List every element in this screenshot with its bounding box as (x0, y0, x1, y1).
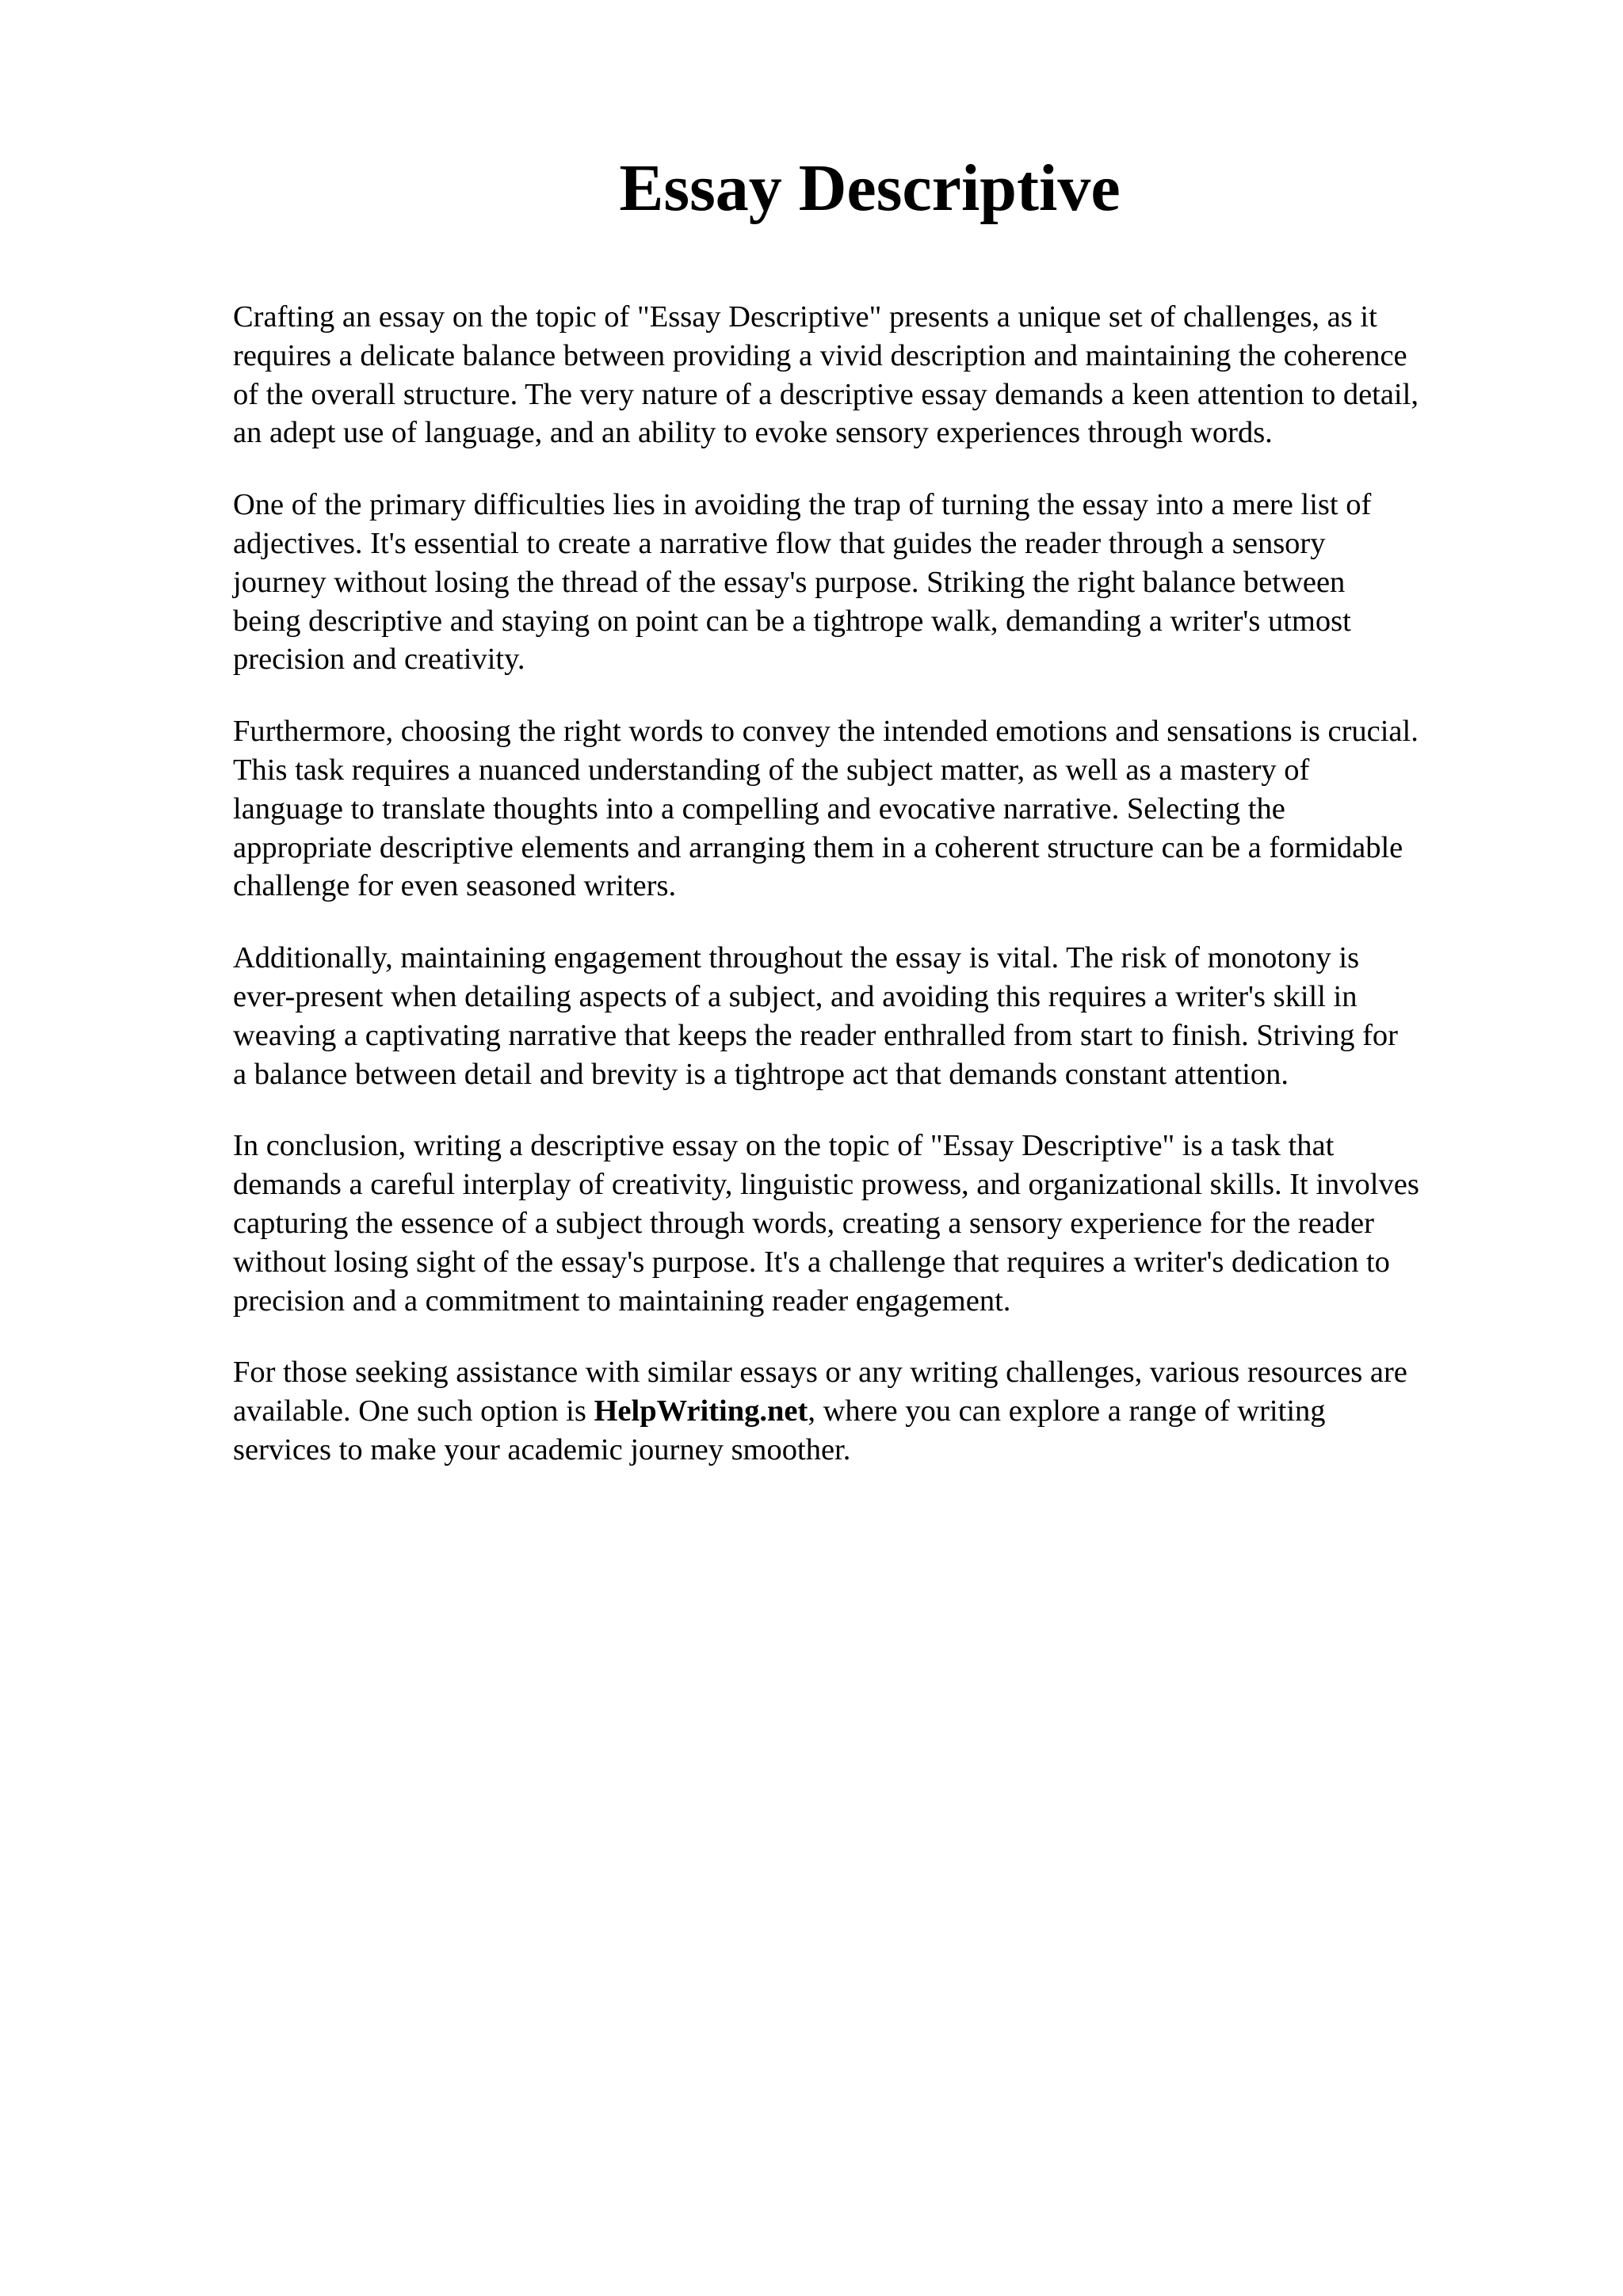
text-line: precision and creativity. (233, 643, 525, 677)
text-line: language to translate thoughts into a compelling and evocative narrative. Selecting the (233, 791, 1285, 826)
text-line: Furthermore, choosing the right words to convey the intended emotions and sensations is crucial. (233, 715, 1419, 749)
text-line: journey without losing the thread of the essay's purpose. Striking the right balance between (233, 565, 1346, 599)
helpwriting-link[interactable]: HelpWriting.net (594, 1394, 808, 1428)
text-line: appropriate descriptive elements and arranging them in a coherent structure can be a formidable (233, 830, 1403, 864)
text-line: This task requires a nuanced understanding of the subject matter, as well as a mastery of (233, 753, 1310, 787)
text-line: weaving a captivating narrative that keeps the reader enthralled from start to finish. Striving for (233, 1018, 1398, 1052)
text-line: without losing sight of the essay's purpose. It's a challenge that requires a writer's dedication to (233, 1245, 1390, 1279)
page-title: Essay Descriptive (619, 151, 1121, 225)
paragraph-intro (233, 298, 1564, 452)
paragraph-difficulties (233, 486, 1564, 679)
text-line: adjectives. It's essential to create a narrative flow that guides the reader through a sensory (233, 526, 1326, 560)
text-line: a balance between detail and brevity is a tightrope act that demands constant attention. (233, 1057, 1289, 1091)
essay-body (233, 298, 1564, 1503)
text-line: requires a delicate balance between providing a vivid description and maintaining the coherence (233, 338, 1407, 372)
paragraph-closing (233, 1353, 1564, 1469)
text-line: of the overall structure. The very nature of a descriptive essay demands a keen attention to detail, (233, 377, 1419, 411)
closing-text-before-link: available. One such option is (233, 1394, 594, 1428)
text-line: One of the primary difficulties lies in avoiding the trap of turning the essay into a mere list of (233, 488, 1372, 522)
text-line: services to make your academic journey smoother. (233, 1432, 851, 1466)
text-line: challenge for even seasoned writers. (233, 869, 677, 903)
paragraph-word-choice (233, 712, 1564, 906)
paragraph-engagement (233, 939, 1564, 1093)
paragraph-conclusion (233, 1127, 1564, 1320)
text-line: capturing the essence of a subject through words, creating a sensory experience for the reader (233, 1206, 1374, 1240)
text-line: In conclusion, writing a descriptive essay on the topic of "Essay Descriptive" is a task that (233, 1129, 1335, 1163)
text-line: For those seeking assistance with similar essays or any writing challenges, various resources are (233, 1356, 1407, 1390)
text-line: precision and a commitment to maintaining reader engagement. (233, 1283, 1011, 1318)
text-line: Additionally, maintaining engagement throughout the essay is vital. The risk of monotony is (233, 941, 1360, 975)
text-line: ever-present when detailing aspects of a subject, and avoiding this requires a writer's skill in (233, 979, 1358, 1013)
text-line: Crafting an essay on the topic of "Essay Descriptive" presents a unique set of challenges, as it (233, 300, 1377, 334)
text-line: an adept use of language, and an ability to evoke sensory experiences through words. (233, 416, 1273, 450)
closing-text-after-link: , where you can explore a range of writing (808, 1394, 1326, 1428)
text-line: being descriptive and staying on point can be a tightrope walk, demanding a writer's utmost (233, 604, 1351, 638)
text-line: demands a careful interplay of creativity, linguistic prowess, and organizational skills. It involves (233, 1168, 1419, 1202)
text-line-with-link (233, 1392, 1564, 1431)
